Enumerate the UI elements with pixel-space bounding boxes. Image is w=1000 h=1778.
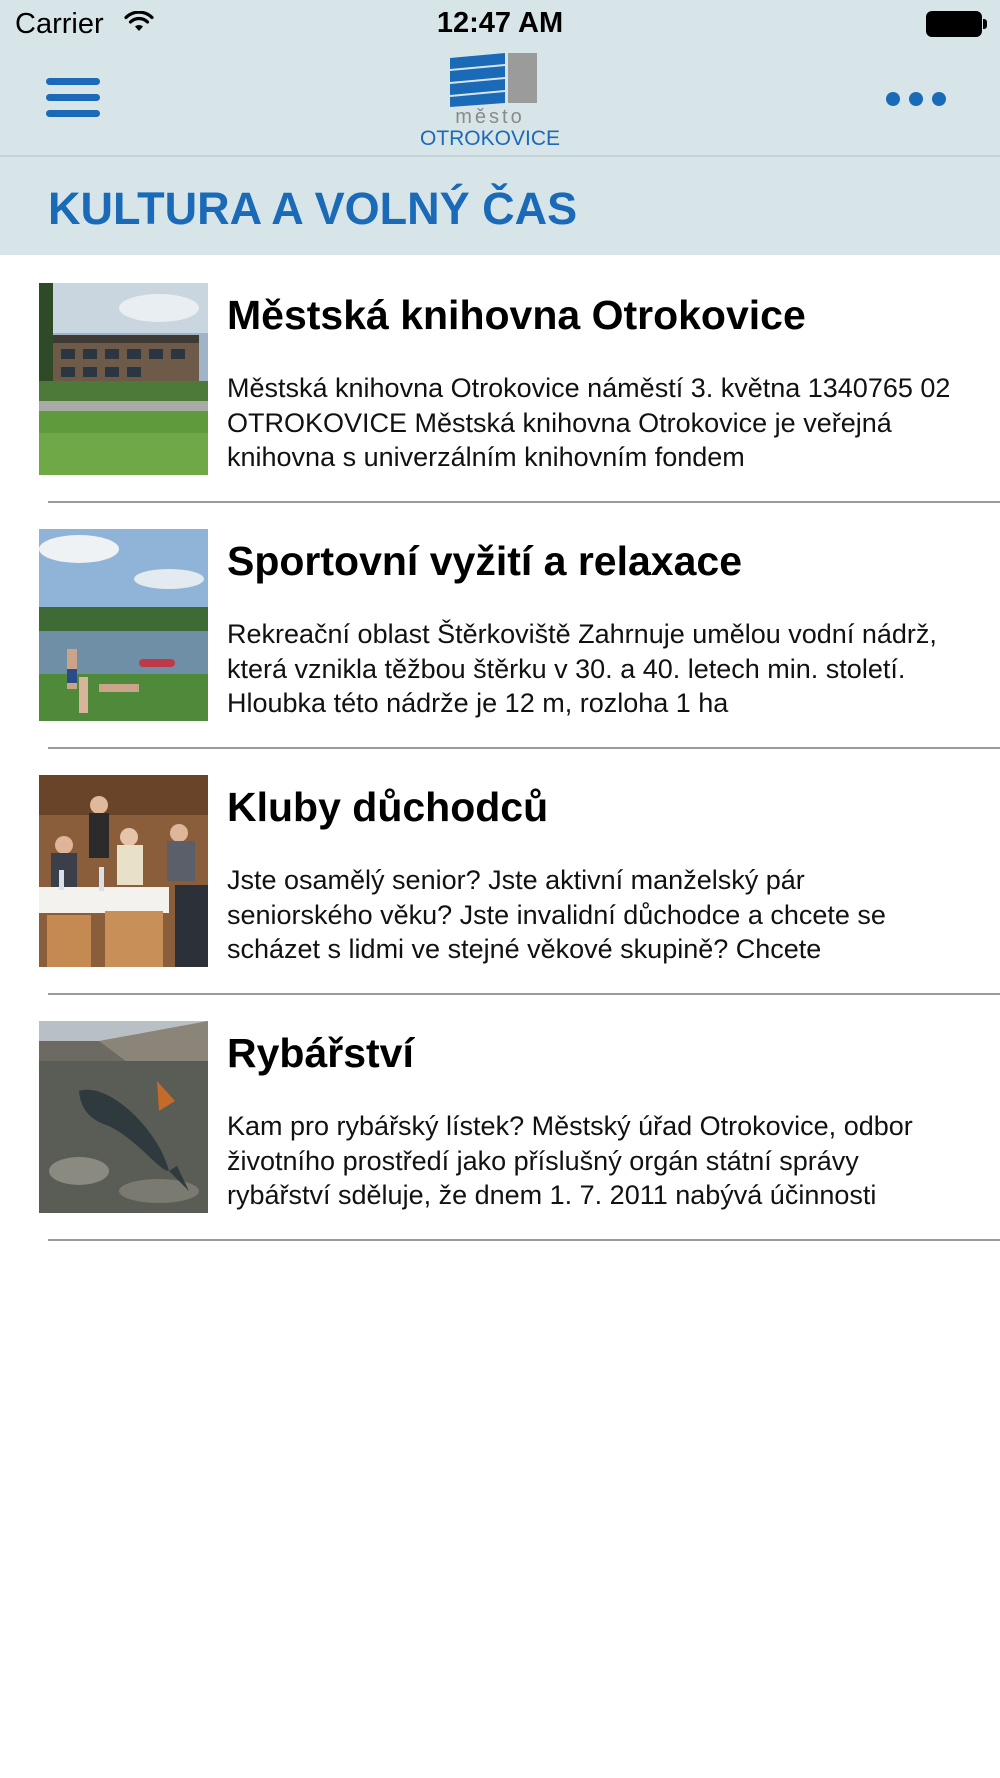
logo-building-icon (410, 52, 570, 108)
more-button[interactable] (884, 88, 952, 112)
item-description: Kam pro rybářský lístek? Městský úřad Otrokovice, odbor životního prostředí jako příslušný orgán státní správy rybářství sděluje, že dnem 1. 7. 2011 nabývá účinnosti (227, 1111, 913, 1210)
logo-text-top: město (455, 106, 525, 128)
list-item[interactable] (0, 256, 1000, 502)
item-title: Rybářství (227, 1030, 414, 1076)
divider (48, 1239, 1000, 1241)
more-dots-icon (886, 92, 900, 106)
list-item[interactable] (0, 748, 1000, 994)
item-title: Sportovní vyžití a relaxace (227, 538, 743, 584)
item-description: Jste osamělý senior? Jste aktivní manželský pár seniorského věku? Jste invalidní důchodce a chcete se scházet s lidmi ve stejné věkové skupině? Chcete (227, 865, 886, 964)
item-description: Rekreační oblast Štěrkoviště Zahrnuje umělou vodní nádrž, která vznikla těžbou štěrku v 30. a 40. letech min. století. Hloubka této nádrže je 12 m, rozloha 1 ha (227, 619, 937, 718)
list-item[interactable] (0, 994, 1000, 1240)
item-title: Kluby důchodců (227, 784, 549, 830)
section-header (0, 157, 1000, 255)
section-title: KULTURA A VOLNÝ ČAS (48, 183, 578, 234)
lake-thumbnail (39, 529, 208, 721)
item-title: Městská knihovna Otrokovice (227, 292, 806, 338)
status-bar (0, 0, 1000, 50)
library-thumbnail (39, 283, 208, 475)
navigation-bar (0, 0, 1000, 157)
battery-icon (926, 11, 988, 37)
carrier-label: Carrier (15, 8, 104, 40)
city-logo[interactable] (410, 52, 570, 152)
menu-button[interactable] (46, 78, 102, 120)
list-item[interactable] (0, 502, 1000, 748)
clock: 12:47 AM (436, 7, 564, 39)
fish-thumbnail (39, 1021, 208, 1213)
hamburger-icon (46, 78, 100, 85)
seniors-thumbnail (39, 775, 208, 967)
logo-text-bottom: OTROKOVICE (419, 127, 561, 150)
item-description: Městská knihovna Otrokovice náměstí 3. května 1340765 02 OTROKOVICE Městská knihovna Otrokovice je veřejná knihovna s univerzálním knihovním fondem (227, 373, 951, 472)
